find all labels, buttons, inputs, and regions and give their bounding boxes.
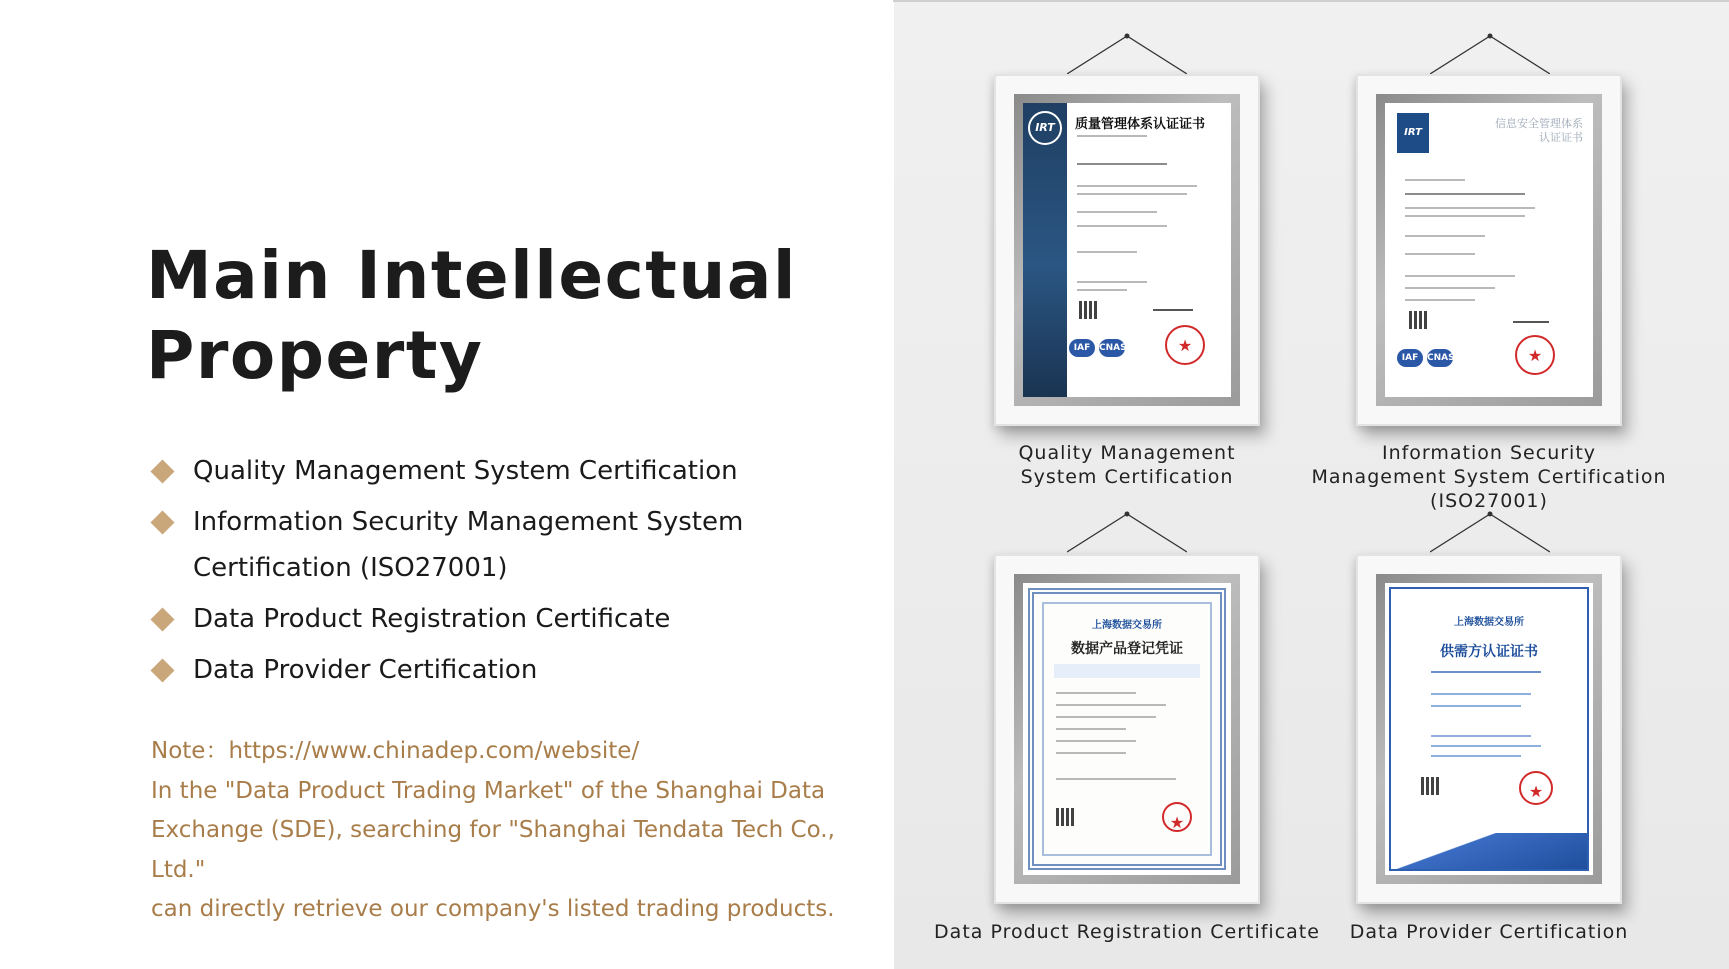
quality-certificate-image bbox=[1023, 103, 1231, 397]
text-line bbox=[1077, 281, 1147, 283]
page-title-line-1: Main Intellectual bbox=[146, 237, 797, 314]
hanging-wire-icon bbox=[1430, 510, 1550, 555]
caption-line: Information Security bbox=[1381, 442, 1597, 464]
cnas-badge: CNAS bbox=[1099, 339, 1125, 357]
note-url-line: Note：https://www.chinadep.com/website/ bbox=[151, 738, 640, 764]
text-line bbox=[1056, 704, 1166, 706]
sde-logo: 上海数据交易所 bbox=[1092, 620, 1162, 631]
certificate-title-line: 认证证书 bbox=[1539, 131, 1583, 144]
certificate-side-band bbox=[1023, 103, 1067, 397]
certificate-frame-data-provider bbox=[1356, 554, 1622, 904]
sde-logo: 上海数据交易所 bbox=[1454, 617, 1524, 628]
certificate-title bbox=[1495, 117, 1583, 145]
note-block bbox=[151, 732, 871, 930]
certificate-caption-infosec bbox=[1304, 441, 1674, 513]
text-line bbox=[1405, 207, 1535, 209]
caption-line: (ISO27001) bbox=[1430, 490, 1548, 512]
list-item-label: Information Security Management System Certification (ISO27001) bbox=[193, 507, 744, 583]
data-product-certificate-image bbox=[1023, 583, 1231, 875]
certificate-frame-infosec bbox=[1356, 74, 1622, 426]
frame-mat bbox=[1014, 94, 1240, 406]
text-line bbox=[1431, 745, 1541, 747]
certificate-frame-data-product bbox=[994, 554, 1260, 904]
text-line bbox=[1077, 163, 1167, 165]
diamond-bullet-icon bbox=[150, 658, 174, 682]
frame-mat bbox=[1014, 574, 1240, 884]
text-line bbox=[1077, 135, 1147, 137]
list-item bbox=[150, 647, 893, 693]
certificate-frame-quality bbox=[994, 74, 1260, 426]
caption-line: Quality Management bbox=[1018, 442, 1236, 464]
irt-logo-icon: IRT bbox=[1028, 111, 1062, 145]
note-text-line: In the "Data Product Trading Market" of the Shanghai Data bbox=[151, 777, 826, 804]
text-line bbox=[1077, 193, 1187, 195]
text-line bbox=[1405, 235, 1485, 237]
certificate-title: 供需方认证证书 bbox=[1440, 644, 1538, 660]
qr-code-icon bbox=[1056, 808, 1074, 826]
certificate-border bbox=[1028, 588, 1226, 870]
text-line bbox=[1077, 185, 1197, 187]
text-line bbox=[1405, 193, 1525, 195]
signature-line bbox=[1513, 321, 1549, 323]
list-item bbox=[150, 499, 893, 591]
hanging-wire-icon bbox=[1067, 32, 1187, 77]
signature-line bbox=[1153, 309, 1193, 311]
diamond-bullet-icon bbox=[150, 459, 174, 483]
caption-line: Management System Certification bbox=[1311, 466, 1667, 488]
text-line bbox=[1056, 740, 1136, 742]
text-line bbox=[1405, 299, 1475, 301]
red-seal-icon bbox=[1165, 325, 1205, 365]
caption-line: Data Provider Certification bbox=[1349, 921, 1629, 943]
iaf-badge: IAF bbox=[1397, 349, 1423, 367]
certificate-title-line: 信息安全管理体系 bbox=[1495, 117, 1583, 130]
certificate-wave-decoration bbox=[1391, 833, 1587, 869]
text-line bbox=[1405, 179, 1465, 181]
infosec-certificate-image bbox=[1385, 103, 1593, 397]
text-line bbox=[1405, 287, 1495, 289]
text-line bbox=[1431, 755, 1521, 757]
text-line bbox=[1431, 735, 1531, 737]
note-text-line: can directly retrieve our company's listed trading products. bbox=[151, 896, 835, 922]
qr-code-icon bbox=[1421, 777, 1439, 795]
qr-code-icon bbox=[1409, 311, 1427, 329]
red-seal-icon bbox=[1162, 802, 1192, 832]
text-line bbox=[1431, 693, 1531, 695]
caption-line: System Certification bbox=[1020, 466, 1234, 488]
frame-mat bbox=[1376, 574, 1602, 884]
certificate-gallery bbox=[894, 2, 1729, 969]
certificate-caption-data-product bbox=[934, 920, 1320, 944]
text-line bbox=[1405, 215, 1525, 217]
text-line bbox=[1405, 253, 1475, 255]
hanging-wire-icon bbox=[1067, 510, 1187, 555]
list-item-label: Quality Management System Certification bbox=[193, 456, 738, 486]
list-item-label: Data Product Registration Certificate bbox=[193, 604, 671, 634]
page-title bbox=[146, 236, 797, 396]
caption-line: Data Product Registration Certificate bbox=[934, 921, 1320, 943]
text-line bbox=[1431, 671, 1541, 673]
note-text-line: Exchange (SDE), searching for "Shanghai Tendata Tech Co., Ltd." bbox=[151, 817, 835, 883]
text-line bbox=[1056, 692, 1136, 694]
text-line bbox=[1056, 778, 1176, 780]
red-seal-icon bbox=[1519, 771, 1553, 805]
cnas-badge: CNAS bbox=[1427, 349, 1453, 367]
text-line bbox=[1077, 289, 1127, 291]
page-title-line-2: Property bbox=[146, 317, 484, 394]
text-line bbox=[1056, 716, 1156, 718]
list-item bbox=[150, 596, 893, 642]
text-line bbox=[1405, 275, 1515, 277]
text-line bbox=[1077, 225, 1167, 227]
certificate-subtitle-band bbox=[1054, 664, 1200, 678]
list-item-label: Data Provider Certification bbox=[193, 655, 538, 685]
certificate-title: 数据产品登记凭证 bbox=[1071, 641, 1183, 657]
text-line bbox=[1077, 251, 1137, 253]
hanging-wire-icon bbox=[1430, 32, 1550, 77]
certificate-title: 质量管理体系认证证书 bbox=[1075, 117, 1206, 132]
list-item bbox=[150, 448, 893, 494]
diamond-bullet-icon bbox=[150, 510, 174, 534]
certificate-caption-data-provider bbox=[1304, 920, 1674, 944]
diamond-bullet-icon bbox=[150, 607, 174, 631]
text-line bbox=[1056, 752, 1126, 754]
text-line bbox=[1077, 211, 1157, 213]
data-provider-certificate-image bbox=[1385, 583, 1593, 875]
text-line bbox=[1056, 728, 1126, 730]
iaf-badge: IAF bbox=[1069, 339, 1095, 357]
certificate-border bbox=[1389, 587, 1589, 871]
text-line bbox=[1431, 705, 1521, 707]
qr-code-icon bbox=[1079, 301, 1097, 319]
ip-list bbox=[150, 448, 893, 698]
certificate-caption-quality bbox=[974, 441, 1280, 489]
red-seal-icon bbox=[1515, 335, 1555, 375]
irt-logo-icon: IRT bbox=[1397, 113, 1429, 153]
frame-mat bbox=[1376, 94, 1602, 406]
